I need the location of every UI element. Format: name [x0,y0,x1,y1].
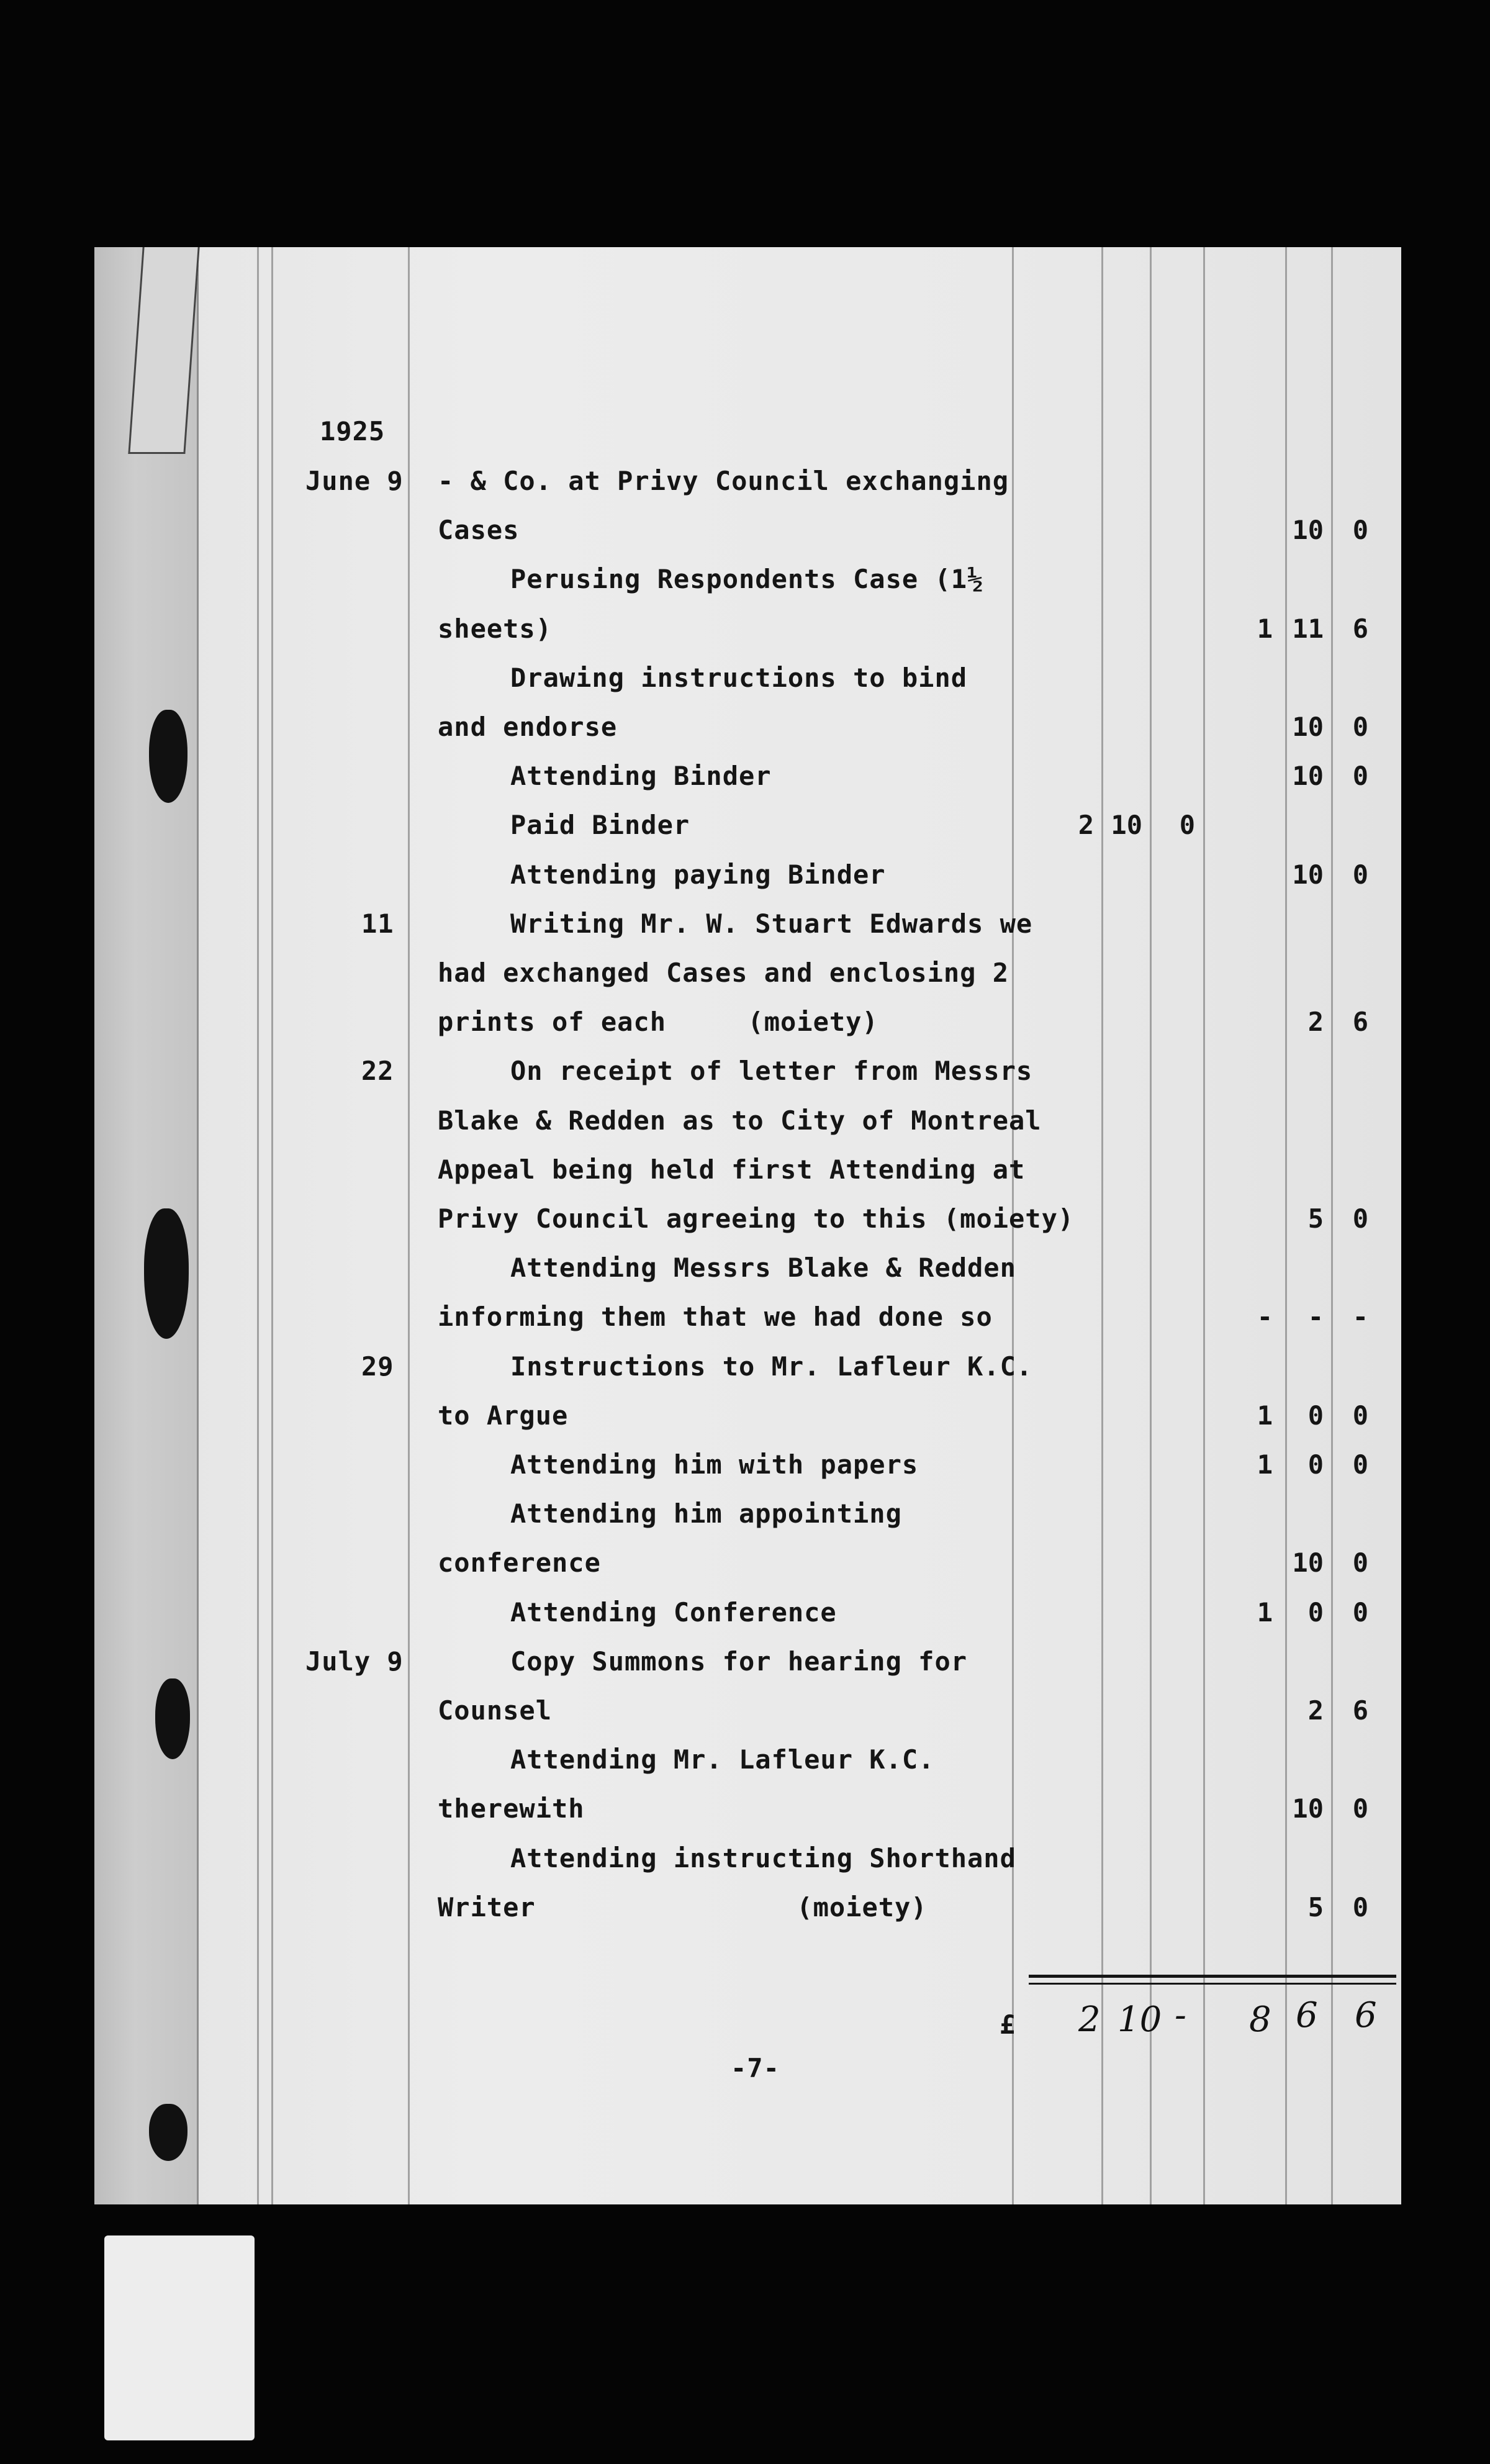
entry-text: Instructions to Mr. Lafleur K.C. [510,1351,1033,1382]
entry-text: Paid Binder [510,810,690,841]
total-pay-pence: - [1175,1995,1186,2036]
page-number: -7- [731,2053,780,2083]
paper-stub [104,2235,255,2440]
fee-pence: 6 [1352,1007,1368,1038]
fee-pence: 0 [1352,1547,1368,1578]
entry-text: and endorse [438,712,618,742]
entry-text: therewith [438,1793,585,1824]
entry-text: Cases [438,515,520,546]
fee-pence: 0 [1352,1793,1368,1824]
entry-date: 29 [361,1351,394,1382]
entry-date: July 9 [305,1646,404,1677]
binding-hole [149,2104,187,2161]
ledger-page [94,247,1401,2204]
entry-text: Writer (moiety) [438,1891,928,1923]
total-rule [1029,1975,1396,1978]
total-currency: £ [1000,2009,1016,2040]
entry-text: Writing Mr. W. Stuart Edwards we [510,908,1033,939]
total-pay-shillings: 10 [1118,2000,1162,2040]
fee-pence: 6 [1352,613,1368,644]
total-pounds: 8 [1249,2000,1271,2040]
entry-text: informing them that we had done so [438,1302,993,1333]
fee-pence: 0 [1352,1203,1368,1234]
fee-shillings: 10 [1292,515,1324,546]
entry-text: Perusing Respondents Case (1½ [510,564,984,595]
fee-shillings: 2 [1307,1695,1324,1726]
binding-hole [155,1678,190,1759]
entry-text: Attending him appointing [510,1498,902,1529]
year-heading: 1925 [320,416,386,446]
total-shillings: 6 [1296,1995,1318,2036]
fee-pounds: 1 [1257,613,1273,644]
total-pay-pounds: 2 [1078,2000,1101,2040]
fee-pence: 6 [1352,1695,1368,1726]
entry-text: Attending instructing Shorthand [510,1842,1016,1873]
fee-shillings: 2 [1307,1007,1324,1038]
fee-shillings: 0 [1307,1449,1324,1480]
entry-date: 11 [361,908,394,939]
entry-text: Attending Messrs Blake & Redden [510,1252,1016,1284]
fee-pounds: 1 [1257,1449,1273,1480]
fee-pounds: 1 [1257,1400,1273,1431]
fee-shillings: 0 [1307,1400,1324,1431]
entry-text: Counsel [438,1695,553,1726]
entry-text: Blake & Redden as to City of Montreal [438,1105,1042,1136]
fee-pence: 0 [1352,859,1368,890]
fee-pence: 0 [1352,712,1368,742]
entry-text: Attending paying Binder [510,859,886,890]
fee-shillings: 0 [1307,1597,1324,1628]
entry-text: had exchanged Cases and enclosing 2 [438,958,1009,988]
fee-shillings: - [1307,1302,1324,1333]
entry-text: Attending Binder [510,761,772,792]
fee-shillings: 10 [1292,761,1324,792]
fee-pence: 0 [1352,1400,1368,1431]
binding-hole [149,710,187,803]
fee-pence: - [1352,1302,1368,1333]
entry-text: - & Co. at Privy Council exchanging [438,466,1009,496]
fee-shillings: 5 [1307,1203,1324,1234]
fee-pounds: - [1257,1302,1273,1333]
fee-shillings: 10 [1292,1793,1324,1824]
fee-shillings: 11 [1292,613,1324,644]
fee-shillings: 5 [1307,1891,1324,1923]
entry-text: Copy Summons for hearing for [510,1646,968,1677]
entry-text: Attending Mr. Lafleur K.C. [510,1744,935,1775]
entry-text: Attending Conference [510,1597,837,1628]
disbursement-shillings: 10 [1111,810,1142,841]
fee-pence: 0 [1352,761,1368,792]
entry-text: On receipt of letter from Messrs [510,1056,1033,1087]
fee-pounds: 1 [1257,1597,1273,1628]
entry-text: to Argue [438,1400,569,1431]
entry-text: sheets) [438,613,553,644]
entry-date: June 9 [305,466,404,496]
disbursement-pence: 0 [1179,810,1195,841]
fee-shillings: 10 [1292,712,1324,742]
total-rule [1029,1983,1396,1985]
entry-text: Drawing instructions to bind [510,662,968,693]
fee-shillings: 10 [1292,1547,1324,1578]
entry-date: 22 [361,1056,394,1087]
fee-pence: 0 [1352,1449,1368,1480]
entry-text: conference [438,1547,601,1578]
entry-text: Privy Council agreeing to this (moiety) [438,1203,1075,1234]
entry-text: Appeal being held first Attending at [438,1154,1026,1185]
fee-shillings: 10 [1292,859,1324,890]
entry-text: prints of each (moiety) [438,1007,878,1038]
disbursement-pounds: 2 [1078,810,1094,841]
total-pence: 6 [1355,1995,1377,2036]
fee-pence: 0 [1352,1597,1368,1628]
binding-hole [144,1208,189,1339]
fee-pence: 0 [1352,515,1368,546]
entry-text: Attending him with papers [510,1449,919,1480]
fee-pence: 0 [1352,1891,1368,1923]
